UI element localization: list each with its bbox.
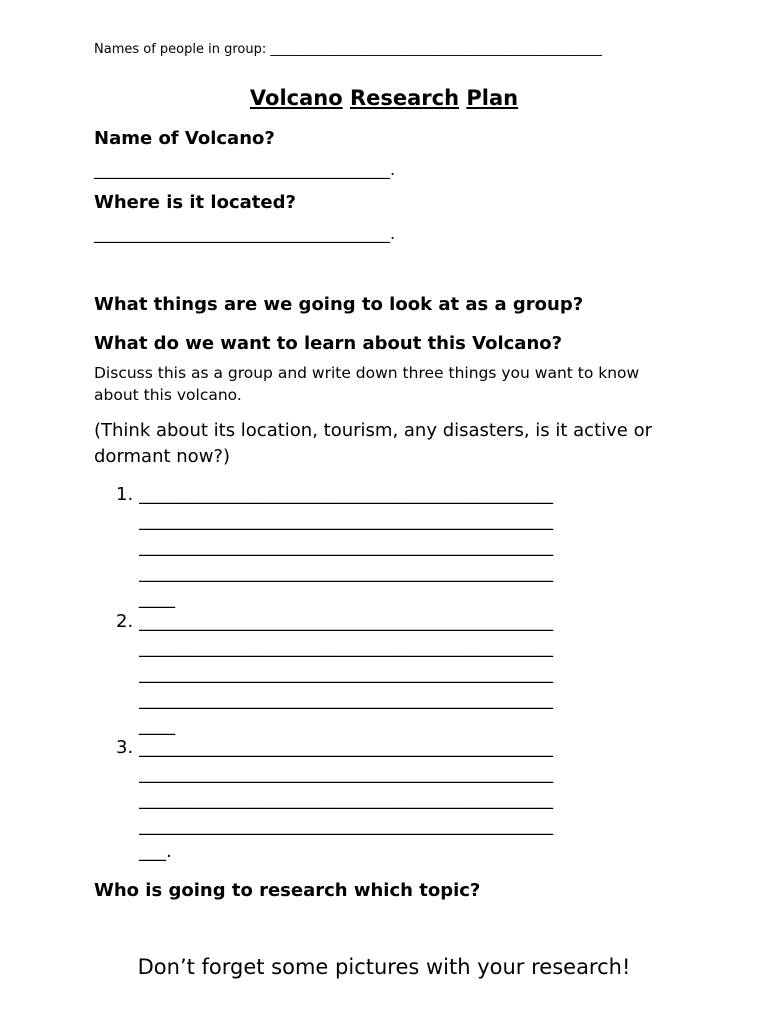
item-number-1: 1. <box>116 484 134 505</box>
title-word-plan: Plan <box>466 86 519 110</box>
item-2-line-1: ______________________________________________ <box>139 611 553 632</box>
item-1-line-1: ______________________________________________ <box>139 484 553 505</box>
item-3-line-3: ______________________________________________ <box>139 789 553 810</box>
item-3-line-4: ______________________________________________ <box>139 815 553 836</box>
item-2-line-4: ______________________________________________ <box>139 689 553 710</box>
question-volcano-name: Name of Volcano? <box>94 128 275 149</box>
item-number-3: 3. <box>116 737 134 758</box>
answer-line-location: _____________________________________. <box>94 224 396 243</box>
item-3-line-2: ______________________________________________ <box>139 763 553 784</box>
instructions-think: (Think about its location, tourism, any disasters, is it active or dormant now?) <box>94 420 652 467</box>
footer-reminder: Don’t forget some pictures with your research! <box>137 955 631 979</box>
question-research-topic: Who is going to research which topic? <box>94 880 481 901</box>
item-1-line-4: ______________________________________________ <box>139 562 553 583</box>
item-1-line-3: ______________________________________________ <box>139 536 553 557</box>
title-word-research: Research <box>349 86 460 110</box>
question-location: Where is it located? <box>94 192 296 213</box>
item-number-2: 2. <box>116 611 134 632</box>
group-names-label: Names of people in group: ___________________________________________________ <box>94 42 602 57</box>
title-word-volcano: Volcano <box>249 86 343 110</box>
page-title <box>0 86 768 110</box>
item-2-line-3: ______________________________________________ <box>139 663 553 684</box>
item-3-line-1: ______________________________________________ <box>139 737 553 758</box>
question-group-look: What things are we going to look at as a group? <box>94 294 584 315</box>
answer-line-volcano-name: _____________________________________. <box>94 160 396 179</box>
item-1-tail: ____ <box>139 588 175 609</box>
item-1-line-2: ______________________________________________ <box>139 510 553 531</box>
question-learn: What do we want to learn about this Volcano? <box>94 333 563 354</box>
item-2-line-2: ______________________________________________ <box>139 637 553 658</box>
item-3-tail: ___. <box>139 841 172 862</box>
instructions-discuss: Discuss this as a group and write down three things you want to know about this volcano. <box>94 364 640 404</box>
item-2-tail: ____ <box>139 715 175 736</box>
